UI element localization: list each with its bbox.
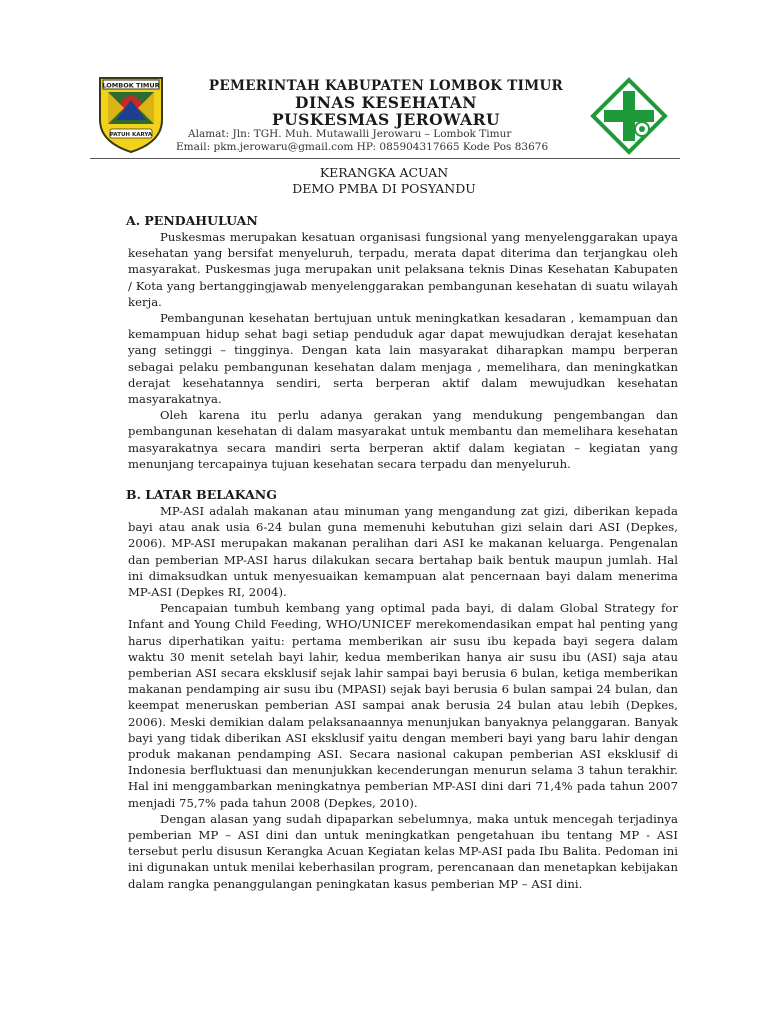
government-name: PEMERINTAH KABUPATEN LOMBOK TIMUR bbox=[208, 78, 564, 94]
puskesmas-logo bbox=[590, 77, 668, 155]
contact-line: Email: pkm.jerowaru@gmail.com HP: 085904317665 Kode Pos 83676 bbox=[176, 141, 549, 153]
paragraph: Oleh karena itu perlu adanya gerakan yang mendukung pengembangan dan pembangunan kesehatan di dalam masyarakat untuk membantu dan memelihara kesehatan masyarakatnya secara mandiri serta berperan aktif dalam kegiatan – kegiatan yang menunjang tercapainya tujuan kesehatan secara terpadu dan menyeluruh. bbox=[128, 408, 678, 471]
emblem-motto: PATUH KARYA bbox=[109, 132, 153, 138]
title-line-2: DEMO PMBA DI POSYANDU bbox=[292, 181, 476, 196]
agency-name: DINAS KESEHATAN bbox=[295, 93, 477, 112]
document-title bbox=[0, 165, 768, 197]
section-latar-belakang bbox=[128, 487, 678, 892]
paragraph: Dengan alasan yang sudah dipaparkan sebelumnya, maka untuk mencegah terjadinya pemberian MP – ASI dini dan untuk meningkatkan pengetahuan ibu tentang MP - ASI tersebut perlu disusun Kerangka Acuan Kegiatan kelas MP-ASI pada Ibu Balita. Pedoman ini ini digunakan untuk menilai keberhasilan program, perencanaan dan menetapkan kebijakan dalam rangka penanggulangan peningkatan kasus pemberian MP – ASI dini. bbox=[128, 811, 678, 891]
section-heading: A. PENDAHULUAN bbox=[126, 213, 258, 228]
section-pendahuluan bbox=[128, 213, 678, 472]
paragraph: Pembangunan kesehatan bertujuan untuk meningkatkan kesadaran , kemampuan dan kemampuan hidup sehat bagi setiap penduduk agar dapat mewujudkan derajat kesehatan yang setinggi – tingginya. Dengan kata lain masyarakat diharapkan mampu berperan sebagai pelaku pembangunan kesehatan dalam menjaga , memelihara, dan meningkatkan derajat kesehatannya sendiri, serta berperan aktif dalam mewujudkan kesehatan masyarakatnya. bbox=[128, 311, 678, 407]
letterhead-divider bbox=[90, 158, 680, 159]
paragraph: MP-ASI adalah makanan atau minuman yang mengandung zat gizi, diberikan kepada bayi atau anak usia 6-24 bulan guna memenuhi kebutuhan gizi selain dari ASI (Depkes, 2006). MP-ASI merupakan makanan peralihan dari ASI ke makanan keluarga. Pengenalan dan pemberian MP-ASI harus dilakukan secara bertahap baik bentuk maupun jumlah. Hal ini dimaksudkan untuk menyesuaikan kemampuan alat pencernaan bayi dalam menerima MP-ASI (Depkes RI, 2004). bbox=[128, 504, 678, 600]
paragraph: Puskesmas merupakan kesatuan organisasi fungsional yang menyelenggarakan upaya kesehatan yang bersifat menyeluruh, terpadu, merata dapat diterima dan terjangkau oleh masyarakat. Puskesmas juga merupakan unit pelaksana teknis Dinas Kesehatan Kabupaten / Kota yang bertanggingjawab menyelenggarakan pembangunan kesehatan di suatu wilayah kerja. bbox=[128, 230, 678, 309]
letterhead-text bbox=[176, 72, 586, 154]
regency-emblem-logo bbox=[94, 74, 168, 154]
puskesmas-name: PUSKESMAS JEROWARU bbox=[272, 110, 500, 129]
title-line-1: KERANGKA ACUAN bbox=[319, 165, 449, 180]
section-heading: B. LATAR BELAKANG bbox=[126, 487, 277, 502]
letterhead bbox=[90, 72, 680, 156]
emblem-top-text: LOMBOK TIMUR bbox=[102, 81, 160, 90]
address: Alamat: Jln: TGH. Muh. Mutawalli Jerowaru – Lombok Timur bbox=[188, 128, 512, 140]
paragraph: Pencapaian tumbuh kembang yang optimal pada bayi, di dalam Global Strategy for Infant and Young Child Feeding, WHO/UNICEF merekomendasikan empat hal penting yang harus diperhatikan yaitu: pertama memberikan air susu ibu kepada bayi segera dalam waktu 30 menit setelah bayi lahir, kedua memberikan hanya air susu ibu (ASI) saja atau pemberian ASI secara eksklusif sejak lahir sampai bayi berusia 6 bulan, ketiga memberikan makanan pendamping air susu ibu (MPASI) sejak bayi berusia 6 bulan sampai 24 bulan, dan keempat meneruskan pemberian ASI sampai anak berusia 24 bulan atau lebih (Depkes, 2006). Meski demikian dalam pelaksanaannya menunjukan banyaknya pelanggaran. Banyak bayi yang tidak diberikan ASI eksklusif yaitu dengan memberi bayi yang baru lahir dengan produk makanan pendamping ASI. Secara nasional cakupan pemberian ASI eksklusif di Indonesia berfluktuasi dan menunjukkan kecenderungan menurun selama 3 tahun terakhir. Hal ini menggambarkan meningkatnya pemberian MP-ASI dini dari 71,4% pada tahun 2007 menjadi 75,7% pada tahun 2008 (Depkes, 2010). bbox=[128, 601, 678, 810]
